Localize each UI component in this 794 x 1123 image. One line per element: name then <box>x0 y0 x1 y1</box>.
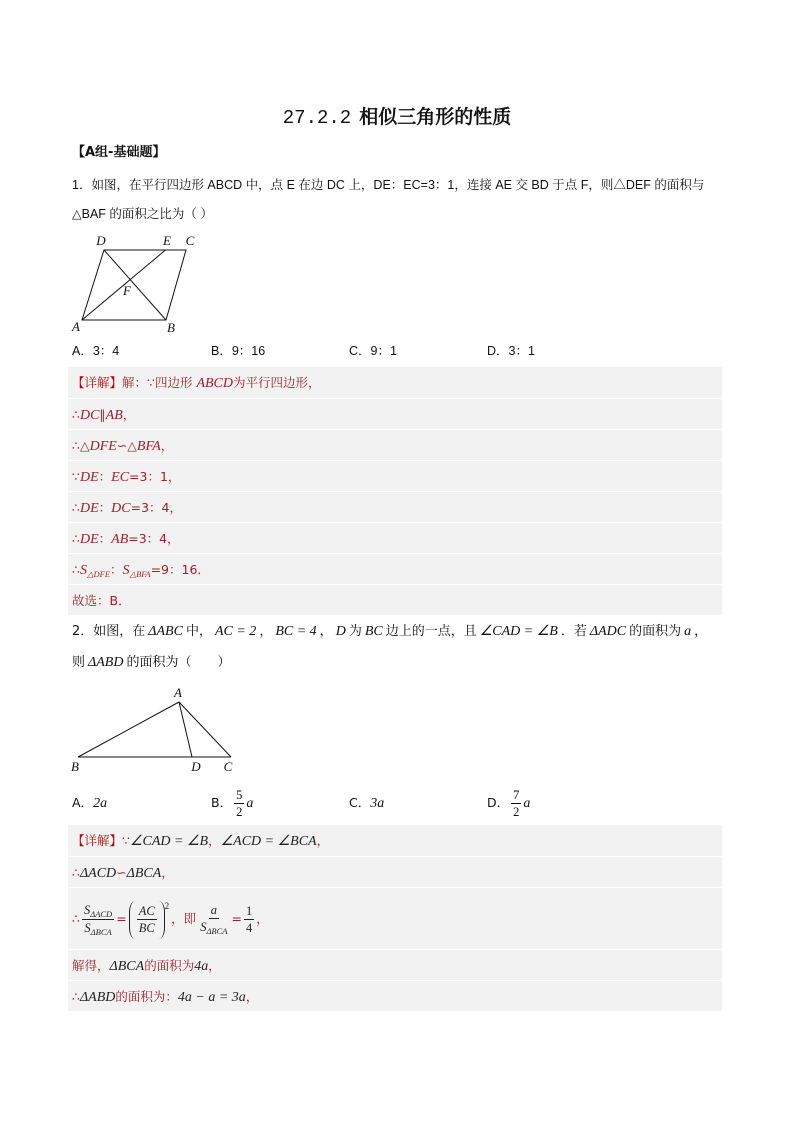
text-run: =3：4， <box>130 500 182 515</box>
text-run: A． <box>72 795 94 810</box>
q2-solution-line <box>68 856 722 887</box>
label-c: C <box>185 233 195 248</box>
text-run: ： <box>110 562 123 577</box>
text-run: ， <box>208 833 221 848</box>
fraction <box>82 903 114 937</box>
fraction-denominator: 2 <box>513 805 520 819</box>
label-e: E <box>163 233 171 248</box>
text-run: ∴ <box>72 989 80 1004</box>
page-title <box>0 104 794 131</box>
parallelogram-abcd <box>82 250 186 320</box>
math-expression: S <box>122 563 130 578</box>
text-run: =3：4， <box>128 531 180 546</box>
text-run: ∵ <box>122 833 130 848</box>
q2-option-c[interactable] <box>349 786 384 820</box>
math-expression: ΔABC <box>148 624 183 639</box>
math-expression: a <box>684 624 692 639</box>
text-run: C． <box>349 795 371 810</box>
math-expression: DC <box>111 501 131 516</box>
text-run: 解：∵四边形 <box>122 375 197 390</box>
text-run: 为 <box>348 624 362 639</box>
q1-solution-line <box>68 367 722 398</box>
label-b: B <box>71 759 79 774</box>
text-run: ∴ <box>72 562 80 577</box>
math-expression: ΔABD <box>79 990 116 1005</box>
section-heading: 【A组-基础题】 <box>72 145 166 160</box>
math-expression: AC = 2 <box>214 624 257 639</box>
q1-parallelogram-figure <box>70 228 210 336</box>
math-expression: AB <box>111 532 129 547</box>
q1-option-b[interactable] <box>211 341 265 361</box>
text-run: 解得， <box>72 958 110 973</box>
math-expression: ∠CAD = ∠B <box>129 834 209 849</box>
text-run: 边上的一点，且 <box>385 624 477 639</box>
text-run: 故选：B． <box>72 593 131 608</box>
fraction-numerator: 7 <box>511 788 521 804</box>
q1-option-d[interactable] <box>487 341 535 361</box>
math-expression: DE <box>79 532 99 547</box>
q2-option-a[interactable] <box>72 786 107 820</box>
text-run: = <box>116 911 127 926</box>
text-run: ， <box>259 624 273 639</box>
segment-ad <box>179 702 192 757</box>
math-expression: ΔBCA <box>109 959 145 974</box>
text-run: ∽△ <box>116 438 137 453</box>
q2-solution-line <box>68 980 722 1011</box>
math-expression: S <box>83 902 91 917</box>
text-run: 的面积为 <box>629 624 682 639</box>
text-run: D． <box>487 795 510 810</box>
math-expression: S <box>84 921 91 935</box>
segment-ac <box>179 702 231 757</box>
math-expression: DFE <box>89 439 117 454</box>
text-run: ∥ <box>99 407 106 422</box>
text-run: D．3：1 <box>487 344 535 358</box>
subscript: △DFE <box>86 569 111 579</box>
math-expression: DE <box>79 470 99 485</box>
math-expression: DE <box>79 501 99 516</box>
fraction-denominator <box>198 919 229 936</box>
text-run: 中， <box>185 624 212 639</box>
text-run: ∴ <box>72 911 80 926</box>
math-expression: BC <box>364 624 383 639</box>
text-run: = <box>231 911 242 926</box>
text-run: ，即 <box>171 911 197 926</box>
detail-tag: 【详解】 <box>72 375 123 390</box>
math-expression: AB <box>105 408 123 423</box>
text-run: 1．如图，在平行四边形 ABCD 中，点 E 在边 DC 上，DE：EC=3：1，连接 AE 交 BD 于点 F，则△DEF 的面积与 <box>72 178 705 192</box>
math-expression: a <box>246 796 254 811</box>
text-run: 的面积为 <box>144 958 195 973</box>
math-expression: BC = 4 <box>275 624 317 639</box>
q2-solution-line <box>68 825 722 856</box>
fraction-denominator: 4 <box>245 921 253 935</box>
fraction <box>137 904 157 936</box>
subscript: △BFA <box>129 569 151 579</box>
text-run: ∴ <box>72 407 80 422</box>
math-expression: ΔABD <box>88 655 124 670</box>
q2-solution-block <box>68 825 722 1011</box>
text-run: ∵ <box>72 469 80 484</box>
fraction <box>198 903 229 936</box>
q2-triangle-figure <box>64 682 244 776</box>
text-run: 2．如图，在 <box>72 624 146 639</box>
text-run: ， <box>122 407 136 422</box>
segment-bd <box>104 250 166 320</box>
label-f: F <box>123 283 131 298</box>
q1-solution-line <box>68 553 722 584</box>
fraction-numerator: 1 <box>244 904 254 920</box>
title-text: 相似三角形的性质 <box>359 106 512 128</box>
math-expression: 3a <box>370 796 385 811</box>
fraction-denominator: 2 <box>236 805 243 819</box>
q1-solution-line <box>68 460 722 491</box>
text-run: ∴ <box>72 531 80 546</box>
fraction <box>244 904 254 936</box>
fraction-numerator <box>209 903 219 919</box>
math-expression: a <box>210 903 217 918</box>
left-parenthesis <box>129 901 135 939</box>
exponent: 2 <box>164 900 170 911</box>
fraction-denominator <box>82 920 113 937</box>
fraction-numerator <box>82 903 114 921</box>
math-expression: 4a <box>194 959 209 974</box>
text-run: =3：1， <box>129 469 181 484</box>
text-run: ， <box>161 865 174 880</box>
text-run: ， <box>316 833 330 848</box>
text-run: ： <box>98 469 112 484</box>
text-run: ， <box>319 624 333 639</box>
text-run: 的面积为： <box>115 989 178 1004</box>
fraction <box>511 788 521 820</box>
text-run: ， <box>208 958 221 973</box>
q1-stem-line-2 <box>72 204 213 224</box>
text-run: 为平行四边形， <box>233 375 321 390</box>
subscript: ΔBCA <box>90 927 112 937</box>
math-expression: EC <box>111 470 130 485</box>
text-run: ∴△ <box>72 438 90 453</box>
q1-option-a[interactable] <box>72 341 119 361</box>
q1-solution-line <box>68 522 722 553</box>
label-b: B <box>167 320 175 335</box>
math-expression: ΔADC <box>589 624 627 639</box>
text-run: ．若 <box>560 624 587 639</box>
math-expression: D <box>335 624 346 639</box>
text-run: ： <box>98 531 112 546</box>
fraction-numerator: AC <box>137 904 157 920</box>
text-run: ： <box>98 500 112 515</box>
text-run: 则 <box>72 655 86 670</box>
detail-tag: 【详解】 <box>72 833 123 848</box>
q2-stem-line-2 <box>72 652 230 674</box>
text-run: ， <box>694 624 708 639</box>
label-a: A <box>72 319 80 334</box>
math-expression: ∠CAD = ∠B <box>479 624 558 639</box>
text-run: B．9：16 <box>211 344 266 358</box>
text-run: ， <box>256 911 269 926</box>
q1-stem-line-1 <box>72 175 704 195</box>
math-expression: ΔBCA <box>126 866 162 881</box>
q1-solution-line <box>68 491 722 522</box>
text-run: △BAF 的面积之比为（ ） <box>72 207 213 221</box>
text-run: ∴ <box>72 865 80 880</box>
math-expression: ∠ACD = ∠BCA <box>220 834 317 849</box>
text-run: 的面积为（ ） <box>126 655 231 670</box>
fraction-numerator: 5 <box>234 788 244 804</box>
label-d: D <box>191 759 201 774</box>
q2-solution-line <box>68 949 722 980</box>
math-expression: S <box>200 920 207 935</box>
fraction <box>234 788 244 820</box>
math-expression: ΔACD <box>79 866 117 881</box>
segment-ab <box>78 702 179 757</box>
q2-solution-fraction-line <box>68 887 722 949</box>
parenthesized-fraction <box>129 901 169 939</box>
text-run: ， <box>245 989 259 1004</box>
q2-stem-line-1 <box>72 621 707 643</box>
label-d: D <box>96 233 106 248</box>
fraction-denominator: BC <box>138 921 155 935</box>
text-run: =9：16． <box>150 562 210 577</box>
math-expression: ABCD <box>196 376 234 391</box>
math-expression: S <box>79 563 87 578</box>
text-run: ， <box>160 438 174 453</box>
math-expression: BFA <box>136 439 161 454</box>
text-run: B． <box>211 795 233 810</box>
subscript: ΔACD <box>90 908 113 919</box>
text-run: ∴ <box>72 500 80 515</box>
subscript: ΔBCA <box>206 926 228 937</box>
math-expression: a <box>523 796 531 811</box>
math-expression: 2a <box>93 796 108 811</box>
title-section-number: 27.2.2 <box>282 107 352 129</box>
math-expression: DC <box>79 408 100 423</box>
label-a: A <box>174 685 182 700</box>
text-run: C．9：1 <box>349 344 397 358</box>
q2-option-d[interactable] <box>487 786 530 820</box>
q1-solution-line <box>68 429 722 460</box>
q1-solution-line <box>68 398 722 429</box>
text-run: ∽ <box>116 865 127 880</box>
label-c: C <box>223 759 233 774</box>
q2-option-b[interactable] <box>211 786 253 820</box>
q1-solution-answer <box>68 584 722 615</box>
text-run: A．3：4 <box>72 344 120 358</box>
q1-solution-block <box>68 367 722 615</box>
q1-option-c[interactable] <box>349 341 397 361</box>
math-expression: 4a − a = 3a <box>177 990 246 1005</box>
